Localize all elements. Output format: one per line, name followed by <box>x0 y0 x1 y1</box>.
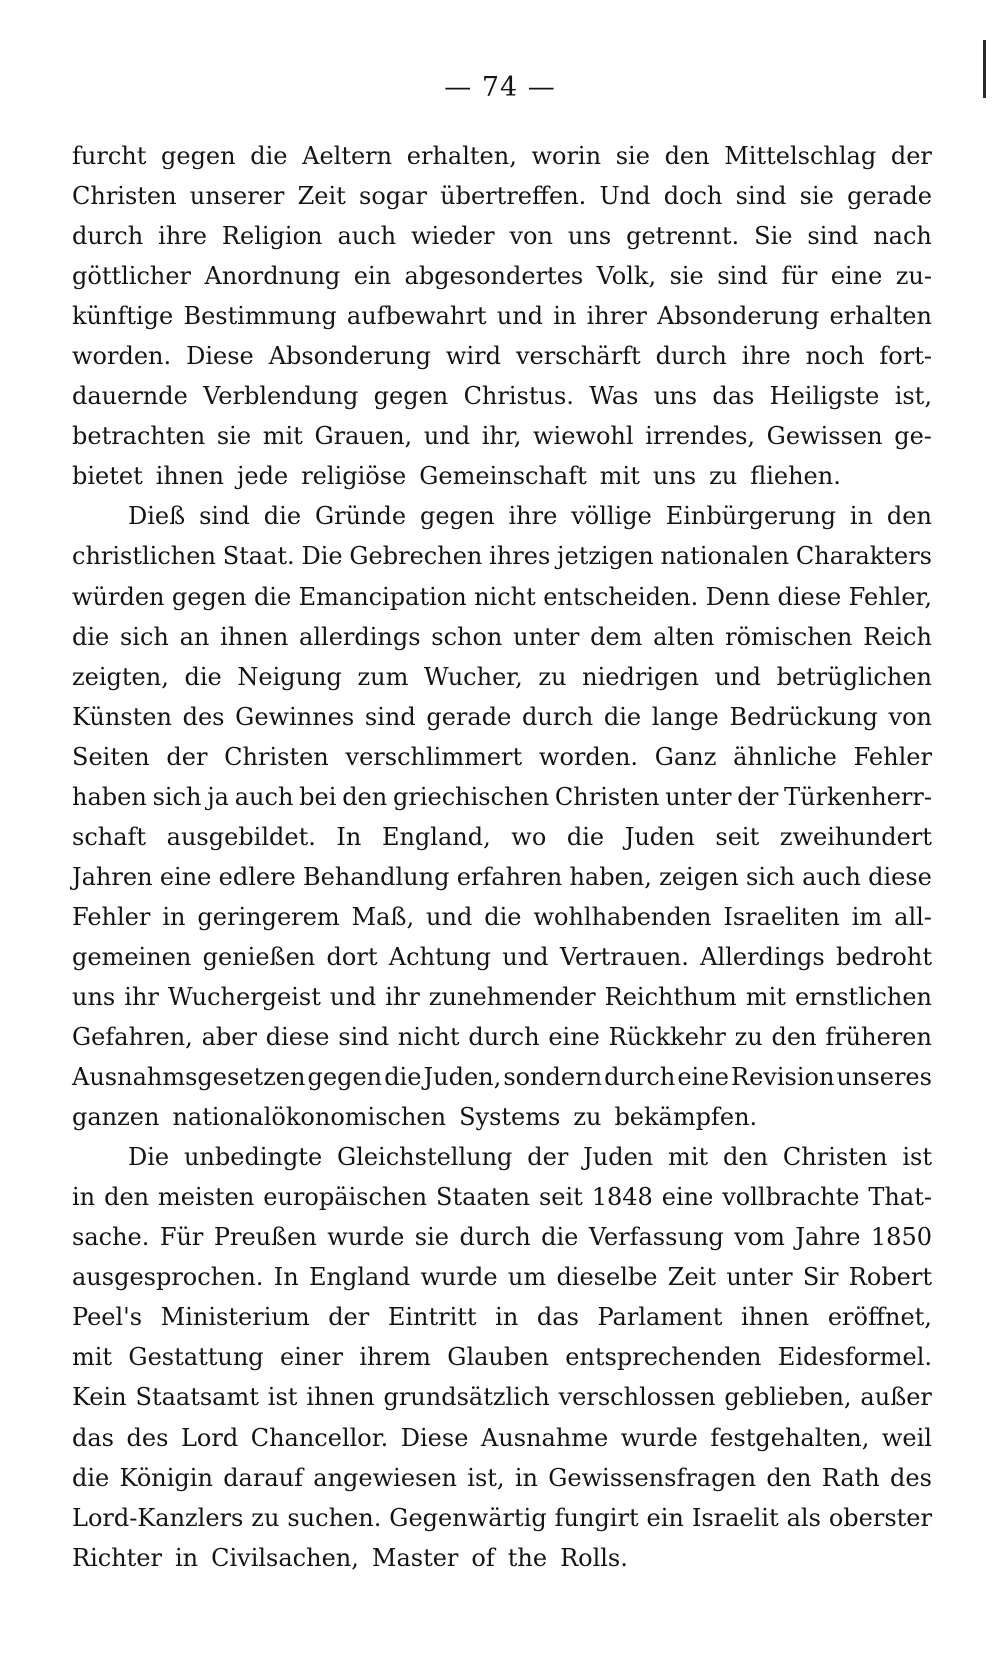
text-line: Kein Staatsamt ist ihnen grundsätzlich verschlossen geblieben, außer <box>72 1383 932 1412</box>
body-text <box>72 136 932 1578</box>
text-line: ganzen nationalökonomischen Systems zu bekämpfen. <box>72 1103 758 1132</box>
text-line: dauernde Verblendung gegen Christus. Was uns das Heiligste ist, <box>72 382 932 411</box>
text-line: durch ihre Religion auch wieder von uns getrennt. Sie sind nach <box>72 222 932 251</box>
text-line: die sich an ihnen allerdings schon unter dem alten römischen Reich <box>72 622 932 651</box>
text-line: ausgesprochen. In England wurde um dieselbe Zeit unter Sir Robert <box>72 1263 932 1292</box>
text-line: Christen unserer Zeit sogar übertreffen. Und doch sind sie gerade <box>72 182 932 211</box>
text-line: göttlicher Anordnung ein abgesondertes Volk, sie sind für eine zu- <box>72 262 932 291</box>
text-line: worden. Diese Absonderung wird verschärft durch ihre noch fort- <box>72 342 932 371</box>
paragraph <box>72 496 932 1137</box>
text-line: die Königin darauf angewiesen ist, in Gewissensfragen den Rath des <box>72 1463 932 1492</box>
text-line: Die unbedingte Gleichstellung der Juden mit den Christen ist <box>128 1143 932 1172</box>
text-line: betrachten sie mit Grauen, und ihr, wiewohl irrendes, Gewissen ge- <box>72 422 932 451</box>
text-line: Seiten der Christen verschlimmert worden. Ganz ähnliche Fehler <box>72 742 932 771</box>
text-line: uns ihr Wuchergeist und ihr zunehmender Reichthum mit ernstlichen <box>72 982 932 1011</box>
text-line: in den meisten europäischen Staaten seit 1848 eine vollbrachte That- <box>72 1183 932 1212</box>
text-line: mit Gestattung einer ihrem Glauben entsprechenden Eidesformel. <box>72 1343 932 1372</box>
text-line: Dieß sind die Gründe gegen ihre völlige Einbürgerung in den <box>128 502 932 531</box>
text-line: furcht gegen die Aeltern erhalten, worin sie den Mittelschlag der <box>72 142 932 170</box>
text-line: gemeinen genießen dort Achtung und Vertrauen. Allerdings bedroht <box>72 942 932 971</box>
paragraph <box>72 136 932 496</box>
text-line: sache. Für Preußen wurde sie durch die Verfassung vom Jahre 1850 <box>72 1223 932 1252</box>
text-line: künftige Bestimmung aufbewahrt und in ihrer Absonderung erhalten <box>72 302 932 331</box>
text-line: würden gegen die Emancipation nicht entscheiden. Denn diese Fehler, <box>72 582 932 611</box>
page-number: — 74 — <box>444 72 556 103</box>
text-line: schaft ausgebildet. In England, wo die Juden seit zweihundert <box>72 822 932 851</box>
text-line: christlichen Staat. Die Gebrechen ihres jetzigen nationalen Charakters <box>72 542 932 571</box>
text-line: Peel's Ministerium der Eintritt in das Parlament ihnen eröffnet, <box>72 1303 932 1332</box>
text-line: Künsten des Gewinnes sind gerade durch die lange Bedrückung von <box>72 702 932 731</box>
paragraph <box>72 1137 932 1578</box>
text-line: Gefahren, aber diese sind nicht durch eine Rückkehr zu den früheren <box>72 1023 932 1052</box>
text-line: bietet ihnen jede religiöse Gemeinschaft mit uns zu fliehen. <box>72 462 841 491</box>
text-line: zeigten, die Neigung zum Wucher, zu niedrigen und betrüglichen <box>72 662 932 691</box>
text-line: das des Lord Chancellor. Diese Ausnahme wurde festgehalten, weil <box>72 1423 932 1452</box>
text-line: haben sich ja auch bei den griechischen Christen unter der Türkenherr- <box>72 782 932 811</box>
text-line: Fehler in geringerem Maß, und die wohlhabenden Israeliten im all- <box>72 902 932 931</box>
text-line: Jahren eine edlere Behandlung erfahren haben, zeigen sich auch diese <box>72 862 932 891</box>
text-line: Ausnahmsgesetzen gegen die Juden, sondern durch eine Revision unseres <box>72 1063 932 1092</box>
text-line: Richter in Civilsachen, Master of the Rolls. <box>72 1543 628 1572</box>
text-line: Lord-Kanzlers zu suchen. Gegenwärtig fungirt ein Israelit als oberster <box>72 1503 932 1532</box>
